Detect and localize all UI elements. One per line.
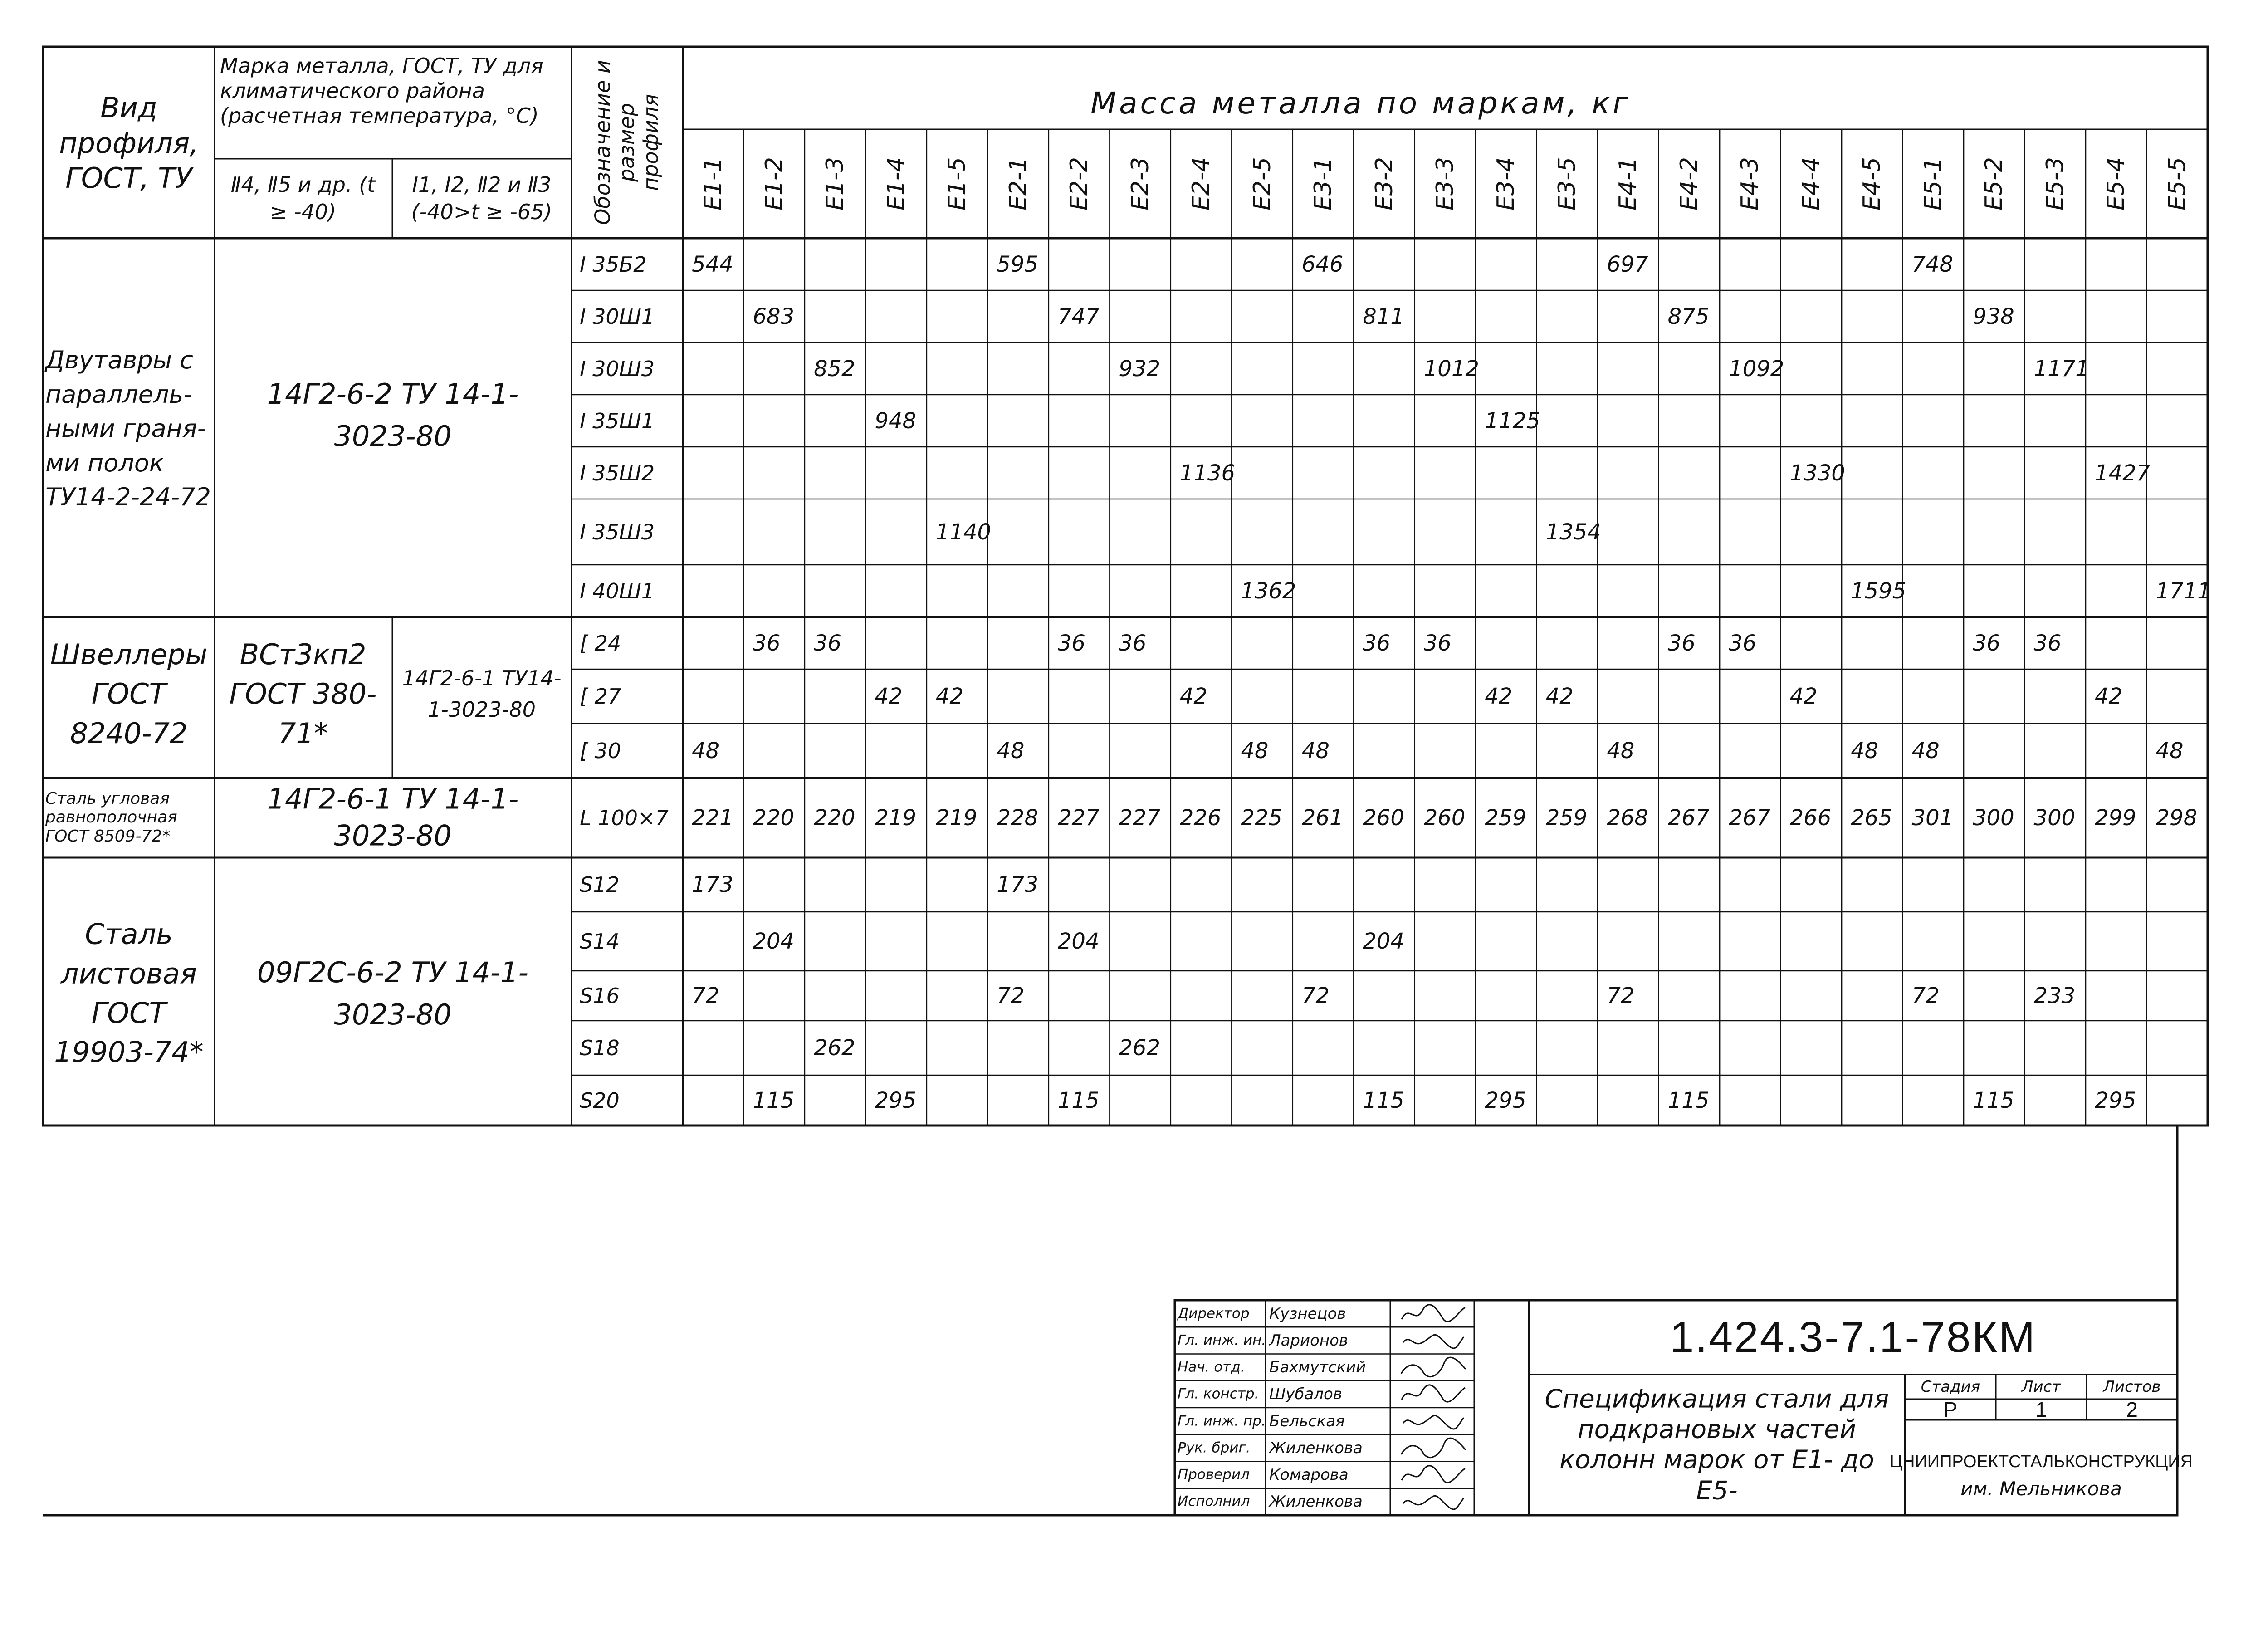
stamp-role: Рук. бриг. [1178,1439,1251,1456]
mass-cell: 48 [997,738,1025,764]
profile-cell: S20 [580,1088,620,1113]
mass-cell: 299 [2095,805,2136,831]
mass-cell: 938 [1973,303,2014,329]
mass-cell: 295 [1485,1087,1526,1113]
group-label-i-beams: Двутавры с параллель-ными граня-ми полок ТУ14-2-24-72 [45,346,211,512]
mass-cell: 1136 [1179,460,1235,486]
header-profile-type: Вид профиля, ГОСТ, ТУ [59,91,199,195]
group-steel-channels-right: 14Г2-6-1 ТУ14-1-3023-80 [402,666,562,722]
group-steel-channels-left: ВСт3кп2 ГОСТ 380-71* [229,637,377,750]
stamp-name: Жиленкова [1269,1493,1363,1511]
mass-cell: 36 [753,630,781,656]
mass-cell: 220 [753,805,795,831]
group-label-angles: Сталь угловая равнополочная ГОСТ 8509-72* [45,789,177,846]
mass-cell: 295 [2095,1087,2136,1113]
mass-cell: 1012 [1423,356,1479,382]
mass-cell: 36 [1973,630,2001,656]
profile-cell: I 30Ш3 [580,356,655,381]
signature-image [1399,1436,1467,1460]
mass-cell: 72 [692,983,720,1008]
column-header: Е2-3 [1126,157,1154,210]
profile-cell: I 35Б2 [580,252,647,277]
mass-cell: 36 [1363,630,1391,656]
column-header: Е1-2 [760,157,788,210]
mass-cell: 301 [1911,805,1954,831]
column-header: Е4-2 [1675,157,1703,210]
column-header: Е2-5 [1248,157,1276,210]
header-profile-designation: Обозначение и размер профиля [590,60,663,225]
profile-cell: [ 24 [580,631,621,656]
mass-cell: 811 [1363,303,1404,329]
mass-cell: 298 [2156,805,2198,831]
column-header: Е1-5 [943,157,971,210]
profile-cell: S14 [580,929,620,954]
mass-cell: 220 [813,805,855,831]
profile-cell: I 40Ш1 [580,578,655,603]
stamp-role: Гл. констр. [1178,1385,1259,1402]
sheet-label: Лист [2021,1378,2061,1396]
column-header: Е3-4 [1492,157,1520,210]
column-header: Е3-3 [1432,157,1459,210]
mass-cell: 204 [1363,929,1404,954]
stamp-role: Гл. инж. ин. [1178,1332,1266,1349]
column-header: Е5-1 [1919,157,1947,210]
doc-title: Спецификация стали для подкрановых частей колонн марок от Е1- до Е5- [1545,1384,1889,1506]
mass-cell: 48 [1607,738,1635,764]
mass-cell: 42 [875,684,903,709]
mass-cell: 932 [1119,356,1160,382]
mass-cell: 36 [1119,630,1147,656]
mass-cell: 36 [1729,630,1757,656]
mass-cell: 747 [1057,303,1100,329]
mass-cell: 259 [1485,805,1526,831]
column-header: Е4-1 [1614,157,1642,210]
mass-cell: 875 [1667,303,1710,329]
mass-cell: 48 [692,738,720,764]
stamp-role: Проверил [1178,1466,1250,1483]
mass-cell: 260 [1363,805,1404,831]
column-header: Е2-1 [1004,157,1032,210]
mass-cell: 48 [1851,738,1879,764]
mass-cell: 221 [692,805,733,831]
signature-image [1399,1356,1467,1379]
mass-cell: 115 [1973,1087,2014,1113]
mass-cell: 36 [1667,630,1696,656]
column-header: Е2-2 [1066,157,1093,210]
mass-cell: 697 [1607,251,1648,277]
mass-cell: 748 [1911,251,1954,277]
signature-image [1399,1463,1467,1487]
sheet-value: 1 [2035,1398,2047,1421]
mass-cell: 36 [2033,630,2062,656]
column-header: Е3-5 [1553,157,1581,210]
column-header: Е4-5 [1858,157,1886,210]
mass-cell: 48 [1301,738,1330,764]
column-header: Е4-3 [1736,157,1764,210]
signature-image [1399,1302,1467,1326]
mass-cell: 266 [1789,805,1832,831]
mass-cell: 48 [1911,738,1940,764]
group-label-plates: Сталь листовая ГОСТ 19903-74* [54,917,204,1069]
mass-cell: 173 [692,872,733,897]
profile-cell: S16 [580,984,620,1008]
column-header: Е1-4 [882,157,910,210]
column-header: Е3-2 [1370,157,1398,210]
mass-cell: 115 [1057,1087,1100,1113]
stamp-name: Ларионов [1269,1331,1348,1350]
stamp-name: Шубалов [1269,1385,1342,1404]
mass-cell: 42 [1545,684,1574,709]
mass-cell: 115 [753,1087,795,1113]
group-steel-i-beams: 14Г2-6-2 ТУ 14-1-3023-80 [267,377,519,453]
mass-cell: 219 [875,805,917,831]
stamp-name: Бахмутский [1269,1358,1366,1377]
mass-cell: 262 [813,1035,855,1061]
mass-cell: 48 [1241,738,1269,764]
mass-cell: 1711 [2156,578,2211,604]
organization: ЦНИИПРОЕКТСТАЛЬКОНСТРУКЦИЯ [1889,1452,2193,1471]
signature-image [1399,1382,1467,1406]
profile-cell: I 35Ш3 [580,519,655,544]
stage-value: Р [1943,1398,1958,1421]
stamp-role: Гл. инж. пр. [1178,1413,1266,1429]
mass-cell: 595 [997,251,1039,277]
profile-cell: I 30Ш1 [580,304,655,329]
sheets-label: Листов [2103,1378,2161,1396]
mass-cell: 48 [2156,738,2184,764]
column-header: Е5-5 [2163,157,2191,210]
stage-label: Стадия [1921,1378,1980,1396]
mass-cell: 42 [2095,684,2123,709]
mass-cell: 225 [1241,805,1282,831]
group-steel-plates: 09Г2С-6-2 ТУ 14-1-3023-80 [257,956,528,1031]
mass-cell: 852 [813,356,855,382]
mass-cell: 42 [1485,684,1513,709]
mass-cell: 300 [2033,805,2076,831]
signature-image [1399,1410,1467,1433]
group-steel-angles: 14Г2-6-1 ТУ 14-1-3023-80 [267,782,519,852]
mass-cell: 72 [1607,983,1635,1008]
mass-cell: 233 [2033,983,2076,1008]
mass-cell: 36 [1057,630,1085,656]
mass-cell: 1595 [1851,578,1906,604]
header-steel-left: Ⅱ4, Ⅱ5 и др. (t ≥ -40) [230,172,376,224]
stamp-name: Кузнецов [1269,1304,1346,1323]
stamp-name: Жиленкова [1269,1439,1363,1457]
mass-cell: 262 [1119,1035,1160,1061]
header-steel-grade: Марка металла, ГОСТ, ТУ для климатического района (расчетная температура, °С) [220,54,543,128]
mass-cell: 268 [1607,805,1648,831]
stamp-name: Бельская [1269,1412,1345,1430]
header-steel-right: Ⅰ1, Ⅰ2, Ⅱ2 и Ⅱ3 (-40>t ≥ -65) [411,172,552,224]
column-header: Е5-3 [2041,157,2069,210]
mass-cell: 1125 [1485,408,1540,434]
profile-cell: [ 30 [580,739,621,763]
mass-cell: 42 [1179,684,1207,709]
mass-cell: 267 [1729,805,1770,831]
column-header: Е3-1 [1310,157,1337,210]
mass-cell: 1362 [1241,578,1296,604]
mass-cell: 228 [997,805,1039,831]
mass-cell: 173 [997,872,1039,897]
stamp-role: Директор [1178,1305,1250,1322]
mass-cell: 115 [1363,1087,1404,1113]
mass-cell: 259 [1545,805,1588,831]
mass-cell: 204 [1057,929,1100,954]
mass-cell: 300 [1973,805,2014,831]
mass-cell: 72 [1301,983,1330,1008]
column-header: Е5-4 [2102,157,2130,210]
mass-cell: 72 [1911,983,1940,1008]
mass-cell: 260 [1423,805,1466,831]
mass-cell: 1140 [935,519,992,545]
group-label-channels: Швеллеры ГОСТ 8240-72 [50,637,208,750]
mass-cell: 36 [813,630,842,656]
mass-cell: 1171 [2033,356,2089,382]
mass-cell: 1427 [2095,460,2151,486]
mass-cell: 227 [1119,805,1160,831]
stamp-name: Комарова [1269,1466,1349,1484]
header-mass: Масса металла по маркам, кг [1090,86,1631,121]
profile-cell: S18 [580,1036,620,1060]
mass-cell: 227 [1057,805,1100,831]
column-header: Е4-4 [1797,157,1825,210]
mass-cell: 226 [1179,805,1222,831]
sheets-value: 2 [2126,1398,2138,1421]
column-header: Е1-1 [699,157,727,210]
organization-sub: им. Мельникова [1960,1478,2122,1500]
column-header: Е2-4 [1188,157,1215,210]
mass-cell: 683 [753,303,795,329]
stamp-role: Исполнил [1178,1493,1250,1510]
profile-cell: I 35Ш2 [580,460,655,485]
stamp-role: Нач. отд. [1178,1359,1245,1375]
mass-cell: 544 [692,251,733,277]
profile-cell: L 100×7 [580,805,669,830]
mass-cell: 115 [1667,1087,1710,1113]
column-header: Е1-3 [821,157,849,210]
mass-cell: 1092 [1729,356,1784,382]
mass-cell: 1354 [1545,519,1601,545]
mass-cell: 646 [1301,251,1344,277]
mass-cell: 265 [1851,805,1892,831]
mass-cell: 295 [875,1087,917,1113]
mass-cell: 267 [1667,805,1710,831]
mass-cell: 204 [753,929,795,954]
mass-cell: 42 [935,684,963,709]
signature-image [1399,1490,1467,1513]
profile-cell: S12 [580,872,620,897]
mass-cell: 42 [1789,684,1818,709]
mass-cell: 72 [997,983,1025,1008]
mass-cell: 219 [935,805,978,831]
mass-cell: 261 [1301,805,1344,831]
profile-cell: [ 27 [580,684,621,709]
profile-cell: I 35Ш1 [580,408,655,433]
doc-number: 1.424.3-7.1-78КМ [1669,1313,2037,1361]
column-header: Е5-2 [1980,157,2008,210]
signature-image [1399,1329,1467,1352]
mass-cell: 36 [1423,630,1452,656]
mass-cell: 1330 [1789,460,1845,486]
mass-cell: 948 [875,408,917,434]
